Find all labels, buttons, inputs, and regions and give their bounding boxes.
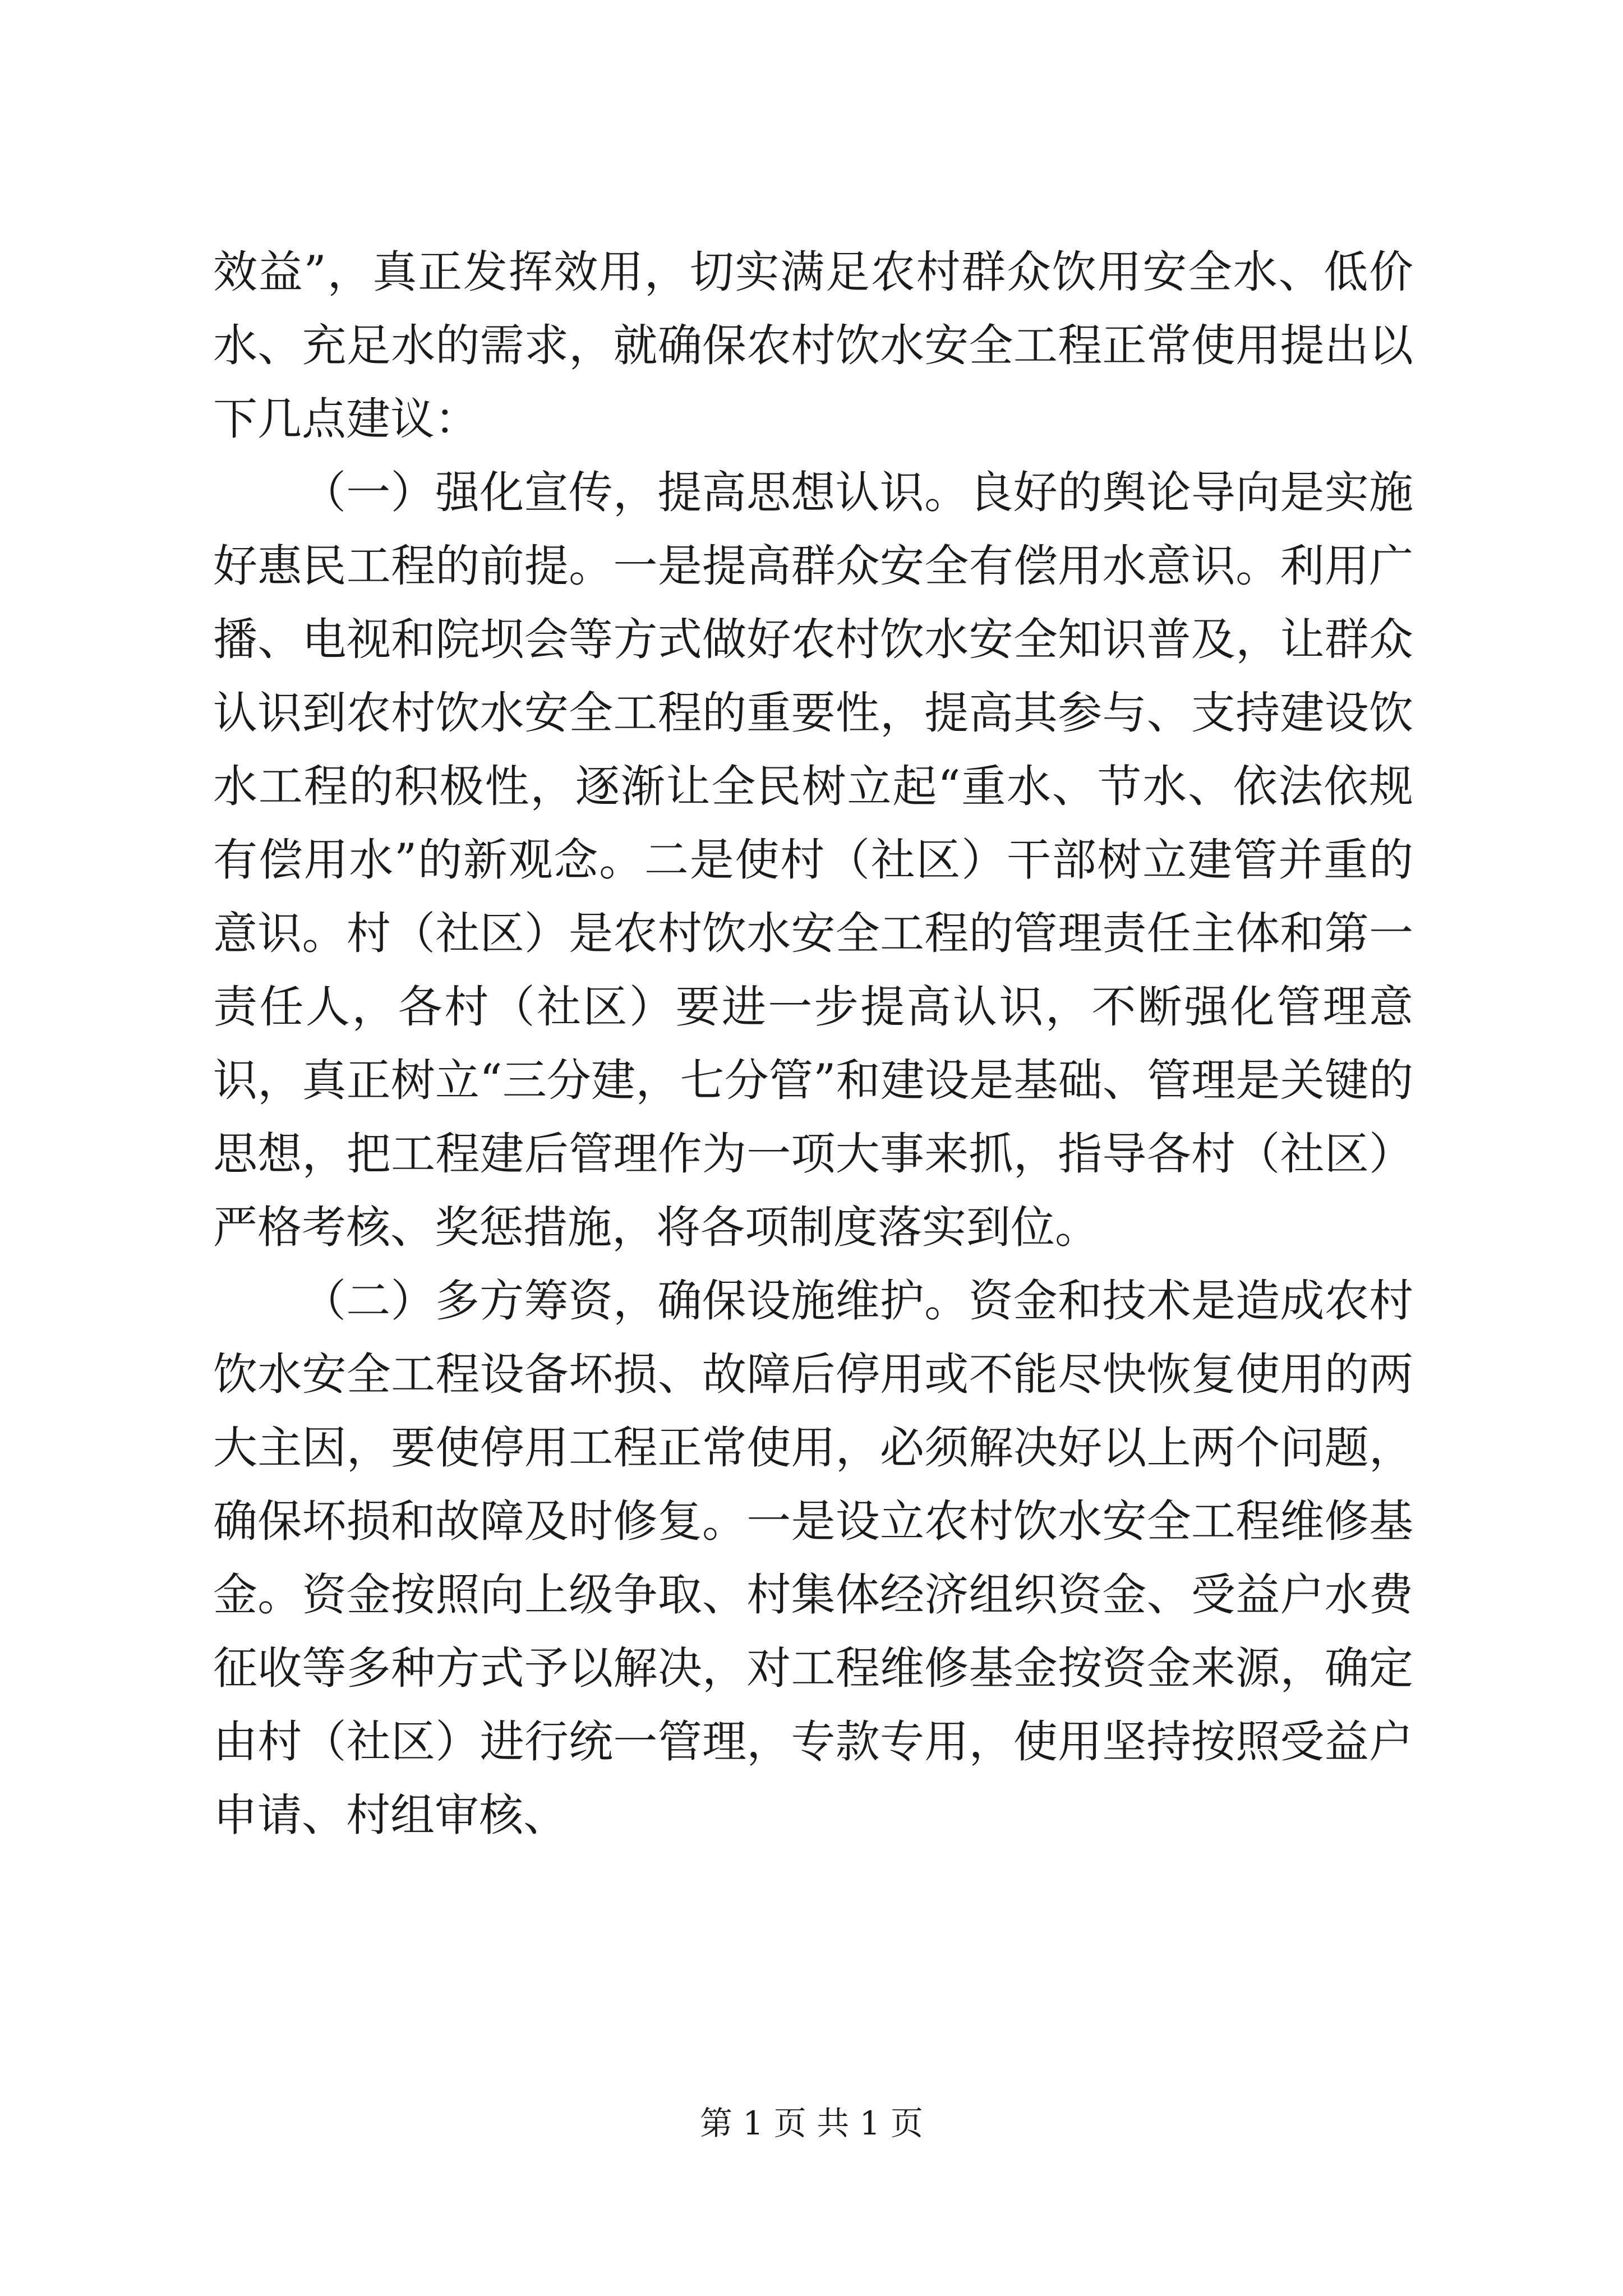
paragraph-section-1: （一）强化宣传，提高思想认识。良好的舆论导向是实施好惠民工程的前提。一是提高群众安全有偿用水意识。利用广播、电视和院坝会等方式做好农村饮水安全知识普及，让群众认识到农村饮水安全工程的重要性，提高其参与、支持建设饮水工程的积极性，逐渐让全民树立起“重水、节水、依法依规有偿用水”的新观念。二是使村（社区）干部树立建管并重的意识。村（社区）是农村饮水安全工程的管理责任主体和第一责任人，各村（社区）要进一步提高认识，不断强化管理意识，真正树立“三分建，七分管”和建设是基础、管理是关键的思想，把工程建后管理作为一项大事来抓，指导各村（社区）严格考核、奖惩措施，将各项制度落实到位。 — [213, 467, 1413, 1253]
paragraph-section-2: （二）多方筹资，确保设施维护。资金和技术是造成农村饮水安全工程设备坏损、故障后停用或不能尽快恢复使用的两大主因，要使停用工程正常使用，必须解决好以上两个问题，确保坏损和故障及时修复。一是设立农村饮水安全工程维修基金。资金按照向上级争取、村集体经济组织资金、受益户水费征收等多种方式予以解决，对工程维修基金按资金来源，确定由村（社区）进行统一管理，专款专用，使用坚持按照受益户申请、村组审核、 — [213, 1275, 1413, 1841]
paragraph-continuation: 效益”，真正发挥效用，切实满足农村群众饮用安全水、低价水、充足水的需求，就确保农村饮水安全工程正常使用提出以下几点建议： — [213, 246, 1413, 445]
page-footer: 第 1 页 共 1 页 — [700, 2104, 923, 2142]
document-body — [213, 236, 1413, 1852]
